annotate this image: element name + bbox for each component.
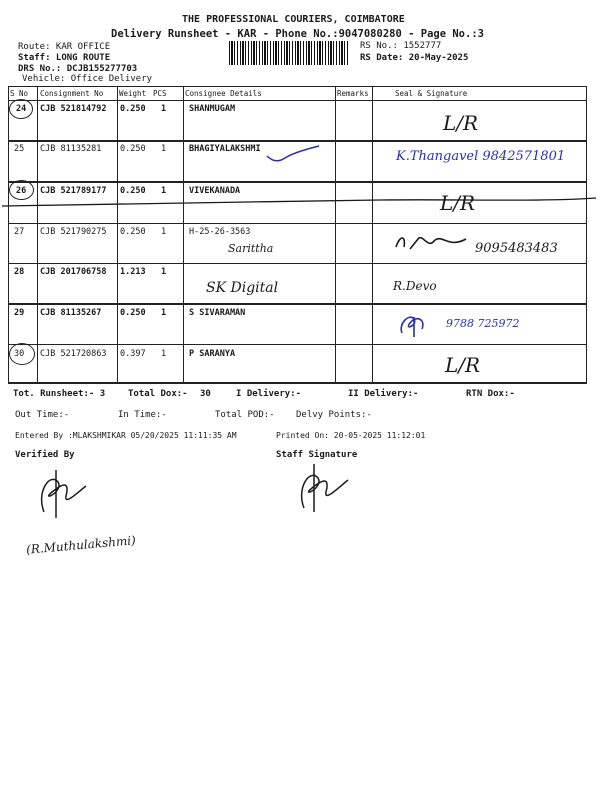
row-pcs: 1: [161, 267, 167, 277]
col-header-seal: Seal & Signature: [395, 89, 468, 98]
vehicle-label: Vehicle: Office Delivery: [22, 74, 153, 84]
row-signature: 9788 725972: [446, 317, 520, 330]
row-signature: R.Devo: [393, 279, 437, 293]
row-consignment: CJB 521720863: [40, 349, 107, 359]
col-header-consignment: Consignment No: [40, 89, 104, 98]
in-time: In Time:-: [118, 410, 167, 420]
rtn-dox: RTN Dox:-: [466, 389, 515, 399]
row-pcs: 1: [161, 186, 167, 196]
tot-runsheet: Tot. Runsheet:- 3: [13, 389, 106, 399]
row-sno: 26: [16, 186, 27, 196]
row-sno: 28: [14, 267, 25, 277]
total-dox-label: Total Dox:-: [128, 389, 188, 399]
rs-number: RS No.: 1552777: [360, 41, 442, 51]
row-signature: L/R: [445, 353, 481, 377]
row-sno: 27: [14, 227, 25, 237]
row-weight: 0.250: [120, 186, 146, 196]
row-weight: 0.250: [120, 144, 146, 154]
runsheet-title: Delivery Runsheet - KAR - Phone No.:9047080280 - Page No.:3: [111, 28, 484, 40]
verifier-name: (R.Muthulakshmi): [25, 533, 137, 557]
row-consignee: BHAGIYALAKSHMI: [189, 144, 261, 154]
signature-scribble: [392, 229, 472, 257]
circle-mark: [9, 99, 33, 119]
row-sno: 24: [16, 104, 27, 114]
row-consignment: CJB 201706758: [40, 267, 107, 277]
row-sno: 25: [14, 144, 25, 154]
delvy-points: Delvy Points:-: [296, 410, 372, 420]
rs-date: RS Date: 20-May-2025: [360, 53, 469, 63]
staff-signature: [290, 458, 360, 518]
col-header-consignee: Consignee Details: [185, 89, 262, 98]
row-consignment: CJB 521814792: [40, 104, 107, 114]
runsheet-table: [8, 86, 587, 383]
i-delivery: I Delivery:-: [236, 389, 302, 399]
row-consignee: SHANMUGAM: [189, 104, 236, 114]
row-consignee: VIVEKANADA: [189, 186, 241, 196]
barcode: [229, 41, 349, 65]
row-handwritten-note: SK Digital: [206, 280, 279, 296]
row-signature: L/R: [443, 111, 479, 135]
signature-scribble: [396, 309, 432, 339]
staff-signature-label: Staff Signature: [276, 450, 358, 460]
route-label: Route: KAR OFFICE: [18, 42, 111, 52]
col-header-remarks: Remarks: [337, 89, 369, 98]
row-handwritten-note: Sarittha: [228, 242, 274, 255]
tick-mark: [263, 142, 323, 166]
drs-number: DRS No.: DCJB155277703: [18, 64, 138, 74]
row-weight: 0.250: [120, 227, 146, 237]
row-pcs: 1: [161, 227, 167, 237]
row-pcs: 1: [161, 144, 167, 154]
ii-delivery: II Delivery:-: [348, 389, 419, 399]
row-consignee: P SARANYA: [189, 349, 236, 359]
col-header-pcs: PCS: [153, 89, 167, 98]
entered-by: Entered By :MLAKSHMIKAR 05/20/2025 11:11:35 AM: [15, 431, 237, 440]
total-dox-value: 30: [200, 389, 211, 399]
staff-label: Staff: LONG ROUTE: [18, 53, 111, 63]
col-header-weight: Weight: [119, 89, 147, 98]
row-weight: 0.397: [120, 349, 146, 359]
row-weight: 0.250: [120, 308, 146, 318]
strike-line: [0, 180, 600, 230]
row-weight: 1.213: [120, 267, 146, 277]
row-consignment: CJB 81135281: [40, 144, 102, 154]
row-pcs: 1: [161, 104, 167, 114]
row-signature: 9095483483: [475, 241, 558, 256]
row-pcs: 1: [161, 308, 167, 318]
row-consignee: S SIVARAMAN: [189, 308, 246, 318]
printed-on: Printed On: 20-05-2025 11:12:01: [276, 431, 426, 440]
col-header-sno: S No: [10, 89, 29, 98]
company-name: THE PROFESSIONAL COURIERS, COIMBATORE: [182, 14, 405, 25]
row-sno: 30: [14, 349, 25, 359]
row-signature: K.Thangavel 9842571801: [396, 149, 566, 164]
row-consignee: H-25-26-3563: [189, 227, 251, 237]
row-weight: 0.250: [120, 104, 146, 114]
verified-by-label: Verified By: [15, 450, 75, 460]
row-signature: L/R: [440, 191, 476, 215]
row-consignment: CJB 521789177: [40, 186, 107, 196]
circle-mark: [9, 343, 35, 365]
row-sno: 29: [14, 308, 25, 318]
out-time: Out Time:-: [15, 410, 70, 420]
row-consignment: CJB 81135267: [40, 308, 102, 318]
total-pod: Total POD:-: [215, 410, 275, 420]
row-consignment: CJB 521790275: [40, 227, 107, 237]
row-pcs: 1: [161, 349, 167, 359]
verifier-signature: [30, 462, 100, 522]
